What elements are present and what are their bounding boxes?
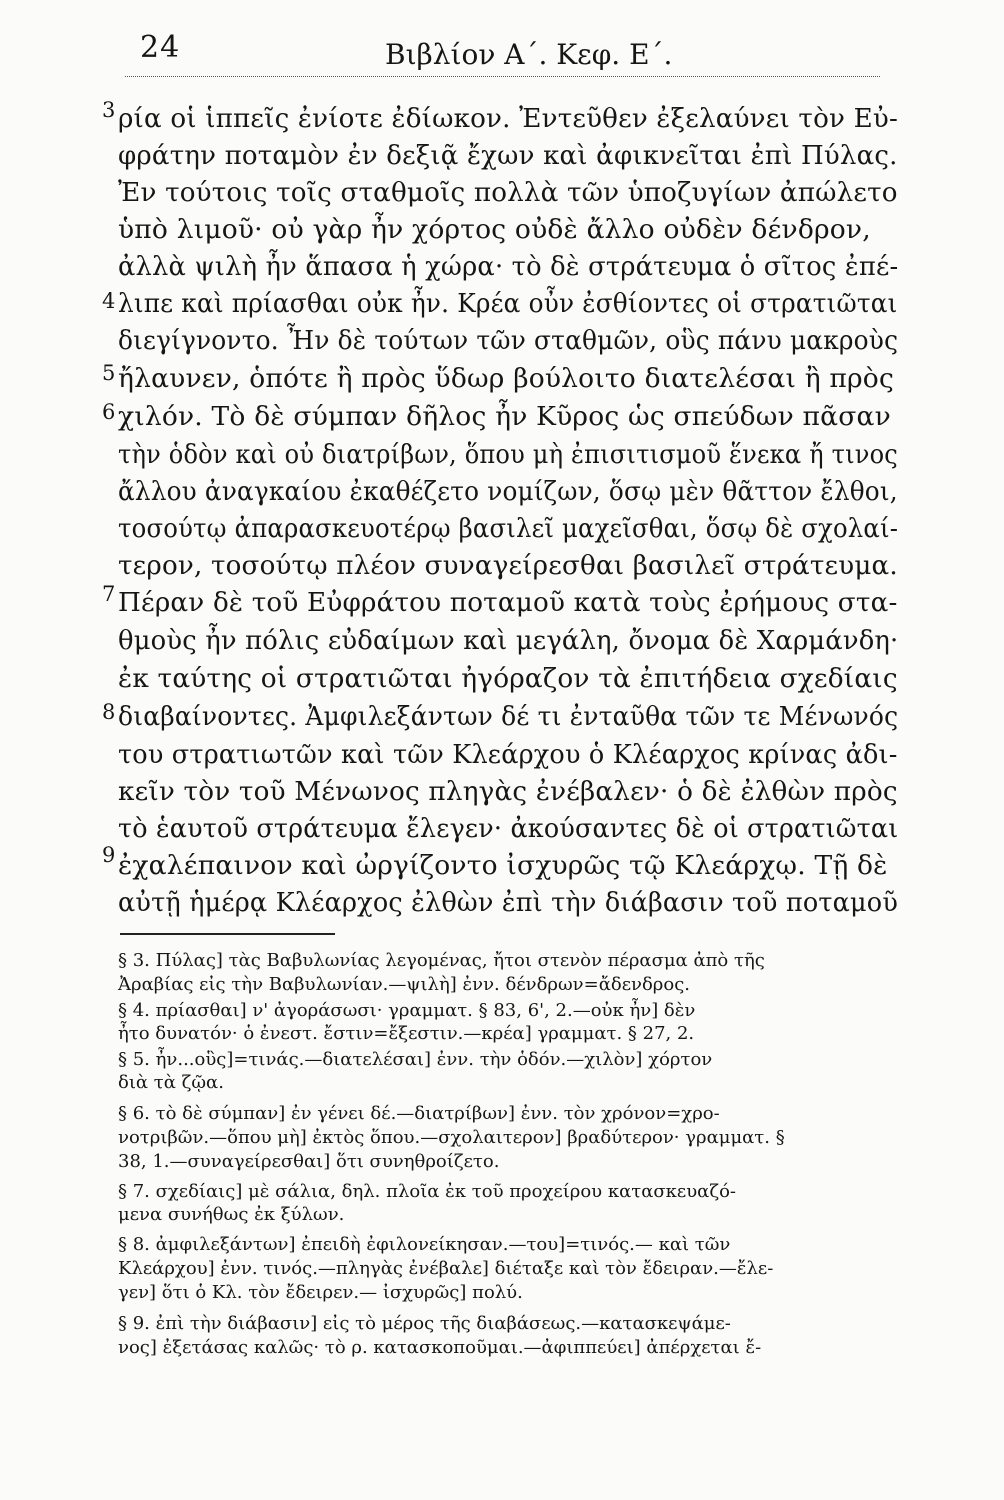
text-line: χιλόν. Τὸ δὲ σύμπαν δῆλος ἦν Κῦρος ὡς σπεύδων πᾶσαν	[118, 401, 891, 432]
line-number: 5	[102, 361, 116, 385]
text-line: θμοὺς ἦν πόλις εὐδαίμων καὶ μεγάλη, ὄνομα δὲ Χαρμάνδη·	[118, 625, 899, 656]
line-number: 3	[102, 98, 116, 122]
footnote-line: γεν] ὅτι ὁ Κλ. τὸν ἔδειρεν.— ἰσχυρῶς] πολύ.	[118, 1282, 523, 1303]
text-line: διαβαίνοντες. Ἀμφιλεξάντων δέ τι ἐνταῦθα τῶν τε Μένωνός	[118, 701, 899, 732]
text-line: ἐχαλέπαινον καὶ ὠργίζοντο ἰσχυρῶς τῷ Κλεάρχῳ. Τῇ δὲ	[118, 850, 888, 881]
text-line: τὸ ἑαυτοῦ στράτευμα ἔλεγεν· ἀκούσαντες δὲ οἱ στρατιῶται	[118, 813, 899, 844]
line-number: 4	[102, 289, 116, 313]
footnote-line: § 4. πρίασθαι] ν' ἀγοράσωσι· γραμματ. § 83, 6', 2.—οὐκ ἦν] δὲν	[118, 1000, 696, 1021]
footnote-line: § 3. Πύλας] τὰς Βαβυλωνίας λεγομένας, ἤτοι στενὸν πέρασμα ἀπὸ τῆς	[118, 950, 765, 971]
text-line: διεγίγνοντο. Ἦν δὲ τούτων τῶν σταθμῶν, οὓς πάνυ μακροὺς	[118, 325, 899, 356]
footnote-line: § 6. τὸ δὲ σύμπαν] ἐν γένει δέ.—διατρίβων] ἐνν. τὸν χρόνον=χρο-	[118, 1103, 720, 1124]
line-number: 9	[102, 843, 116, 867]
text-line: ἄλλου ἀναγκαίου ἐκαθέζετο νομίζων, ὅσῳ μὲν θᾶττον ἔλθοι,	[118, 476, 898, 507]
text-line: τοσούτῳ ἀπαρασκευοτέρῳ βασιλεῖ μαχεῖσθαι, ὅσῳ δὲ σχολαί-	[118, 513, 899, 544]
footnote-line: § 5. ἦν...οὓς]=τινάς.—διατελέσαι] ἐνν. τὴν ὁδόν.—χιλὸν] χόρτον	[118, 1049, 713, 1070]
text-line: ρία οἱ ἱππεῖς ἐνίοτε ἐδίωκον. Ἐντεῦθεν ἐξελαύνει τὸν Εὐ-	[118, 103, 898, 134]
footnote-line: διὰ τὰ ζῷα.	[118, 1072, 224, 1093]
header-rule	[125, 76, 880, 77]
footnote-line: νοτριβῶν.—ὅπου μὴ] ἐκτὸς ὅπου.—σχολαιτερον] βραδύτερον· γραμματ. §	[118, 1127, 785, 1148]
text-line: αὐτῇ ἡμέρᾳ Κλέαρχος ἐλθὼν ἐπὶ τὴν διάβασιν τοῦ ποταμοῦ	[118, 887, 899, 918]
footnote-line: Κλεάρχου] ἐνν. τινός.—πληγὰς ἐνέβαλε] διέταξε καὶ τὸν ἔδειραν.—ἔλε-	[118, 1258, 774, 1279]
running-title: Βιβλίον Α΄. Κεφ. Ε΄.	[385, 38, 673, 71]
text-line: φράτην ποταμὸν ἐν δεξιᾷ ἔχων καὶ ἀφικνεῖται ἐπὶ Πύλας.	[118, 140, 898, 171]
text-line: ὑπὸ λιμοῦ· οὐ γὰρ ἦν χόρτος οὐδὲ ἄλλο οὐδὲν δένδρον,	[118, 214, 871, 245]
footnote-rule	[120, 933, 335, 935]
page-number: 24	[140, 30, 181, 65]
footnote-line: § 7. σχεδίαις] μὲ σάλια, δηλ. πλοῖα ἐκ τοῦ προχείρου κατασκευαζό-	[118, 1181, 737, 1202]
text-line: ἐκ ταύτης οἱ στρατιῶται ἠγόραζον τὰ ἐπιτήδεια σχεδίαις	[118, 663, 898, 694]
text-line: Πέραν δὲ τοῦ Εὐφράτου ποταμοῦ κατὰ τοὺς ἐρήμους στα-	[118, 587, 898, 618]
footnote-line: § 9. ἐπὶ τὴν διάβασιν] εἰς τὸ μέρος τῆς διαβάσεως.—κατασκεψάμε-	[118, 1313, 731, 1334]
footnote-line: νος] ἐξετάσας καλῶς· τὸ ρ. κατασκοποῦμαι.—ἀφιππεύει] ἀπέρχεται ἔ-	[118, 1337, 762, 1358]
text-line: κεῖν τὸν τοῦ Μένωνος πληγὰς ἐνέβαλεν· ὁ δὲ ἐλθὼν πρὸς	[118, 776, 898, 807]
footnote-line: Ἀραβίας εἰς τὴν Βαβυλωνίαν.—ψιλὴ] ἐνν. δένδρων=ἄδενδρος.	[118, 974, 691, 995]
line-number: 6	[102, 400, 116, 424]
text-line: Ἐν τούτοις τοῖς σταθμοῖς πολλὰ τῶν ὑποζυγίων ἀπώλετο	[118, 177, 898, 208]
footnote-line: 38, 1.—συναγείρεσθαι] ὅτι συνηθροίζετο.	[118, 1151, 500, 1172]
text-line: του στρατιωτῶν καὶ τῶν Κλεάρχου ὁ Κλέαρχος κρίνας ἀδι-	[118, 739, 898, 770]
footnote-line: ἦτο δυνατόν· ὁ ἐνεστ. ἔστιν=ἔξεστιν.—κρέα] γραμματ. § 27, 2.	[118, 1023, 695, 1044]
line-number: 8	[102, 700, 116, 724]
text-line: λιπε καὶ πρίασθαι οὐκ ἦν. Κρέα οὖν ἐσθίοντες οἱ στρατιῶται	[118, 288, 898, 319]
footnote-line: μενα συνήθως ἐκ ξύλων.	[118, 1204, 345, 1225]
footnote-line: § 8. ἀμφιλεξάντων] ἐπειδὴ ἐφιλονείκησαν.—του]=τινός.— καὶ τῶν	[118, 1234, 731, 1255]
line-number: 7	[102, 582, 116, 606]
text-line: ἤλαυνεν, ὁπότε ἢ πρὸς ὕδωρ βούλοιτο διατελέσαι ἢ πρὸς	[118, 363, 895, 394]
text-line: τερον, τοσούτῳ πλέον συναγείρεσθαι βασιλεῖ στράτευμα.	[118, 550, 898, 581]
text-line: ἀλλὰ ψιλὴ ἦν ἅπασα ἡ χώρα· τὸ δὲ στράτευμα ὁ σῖτος ἐπέ-	[118, 251, 899, 282]
text-line: τὴν ὁδὸν καὶ οὐ διατρίβων, ὅπου μὴ ἐπισιτισμοῦ ἕνεκα ἤ τινος	[118, 439, 898, 470]
